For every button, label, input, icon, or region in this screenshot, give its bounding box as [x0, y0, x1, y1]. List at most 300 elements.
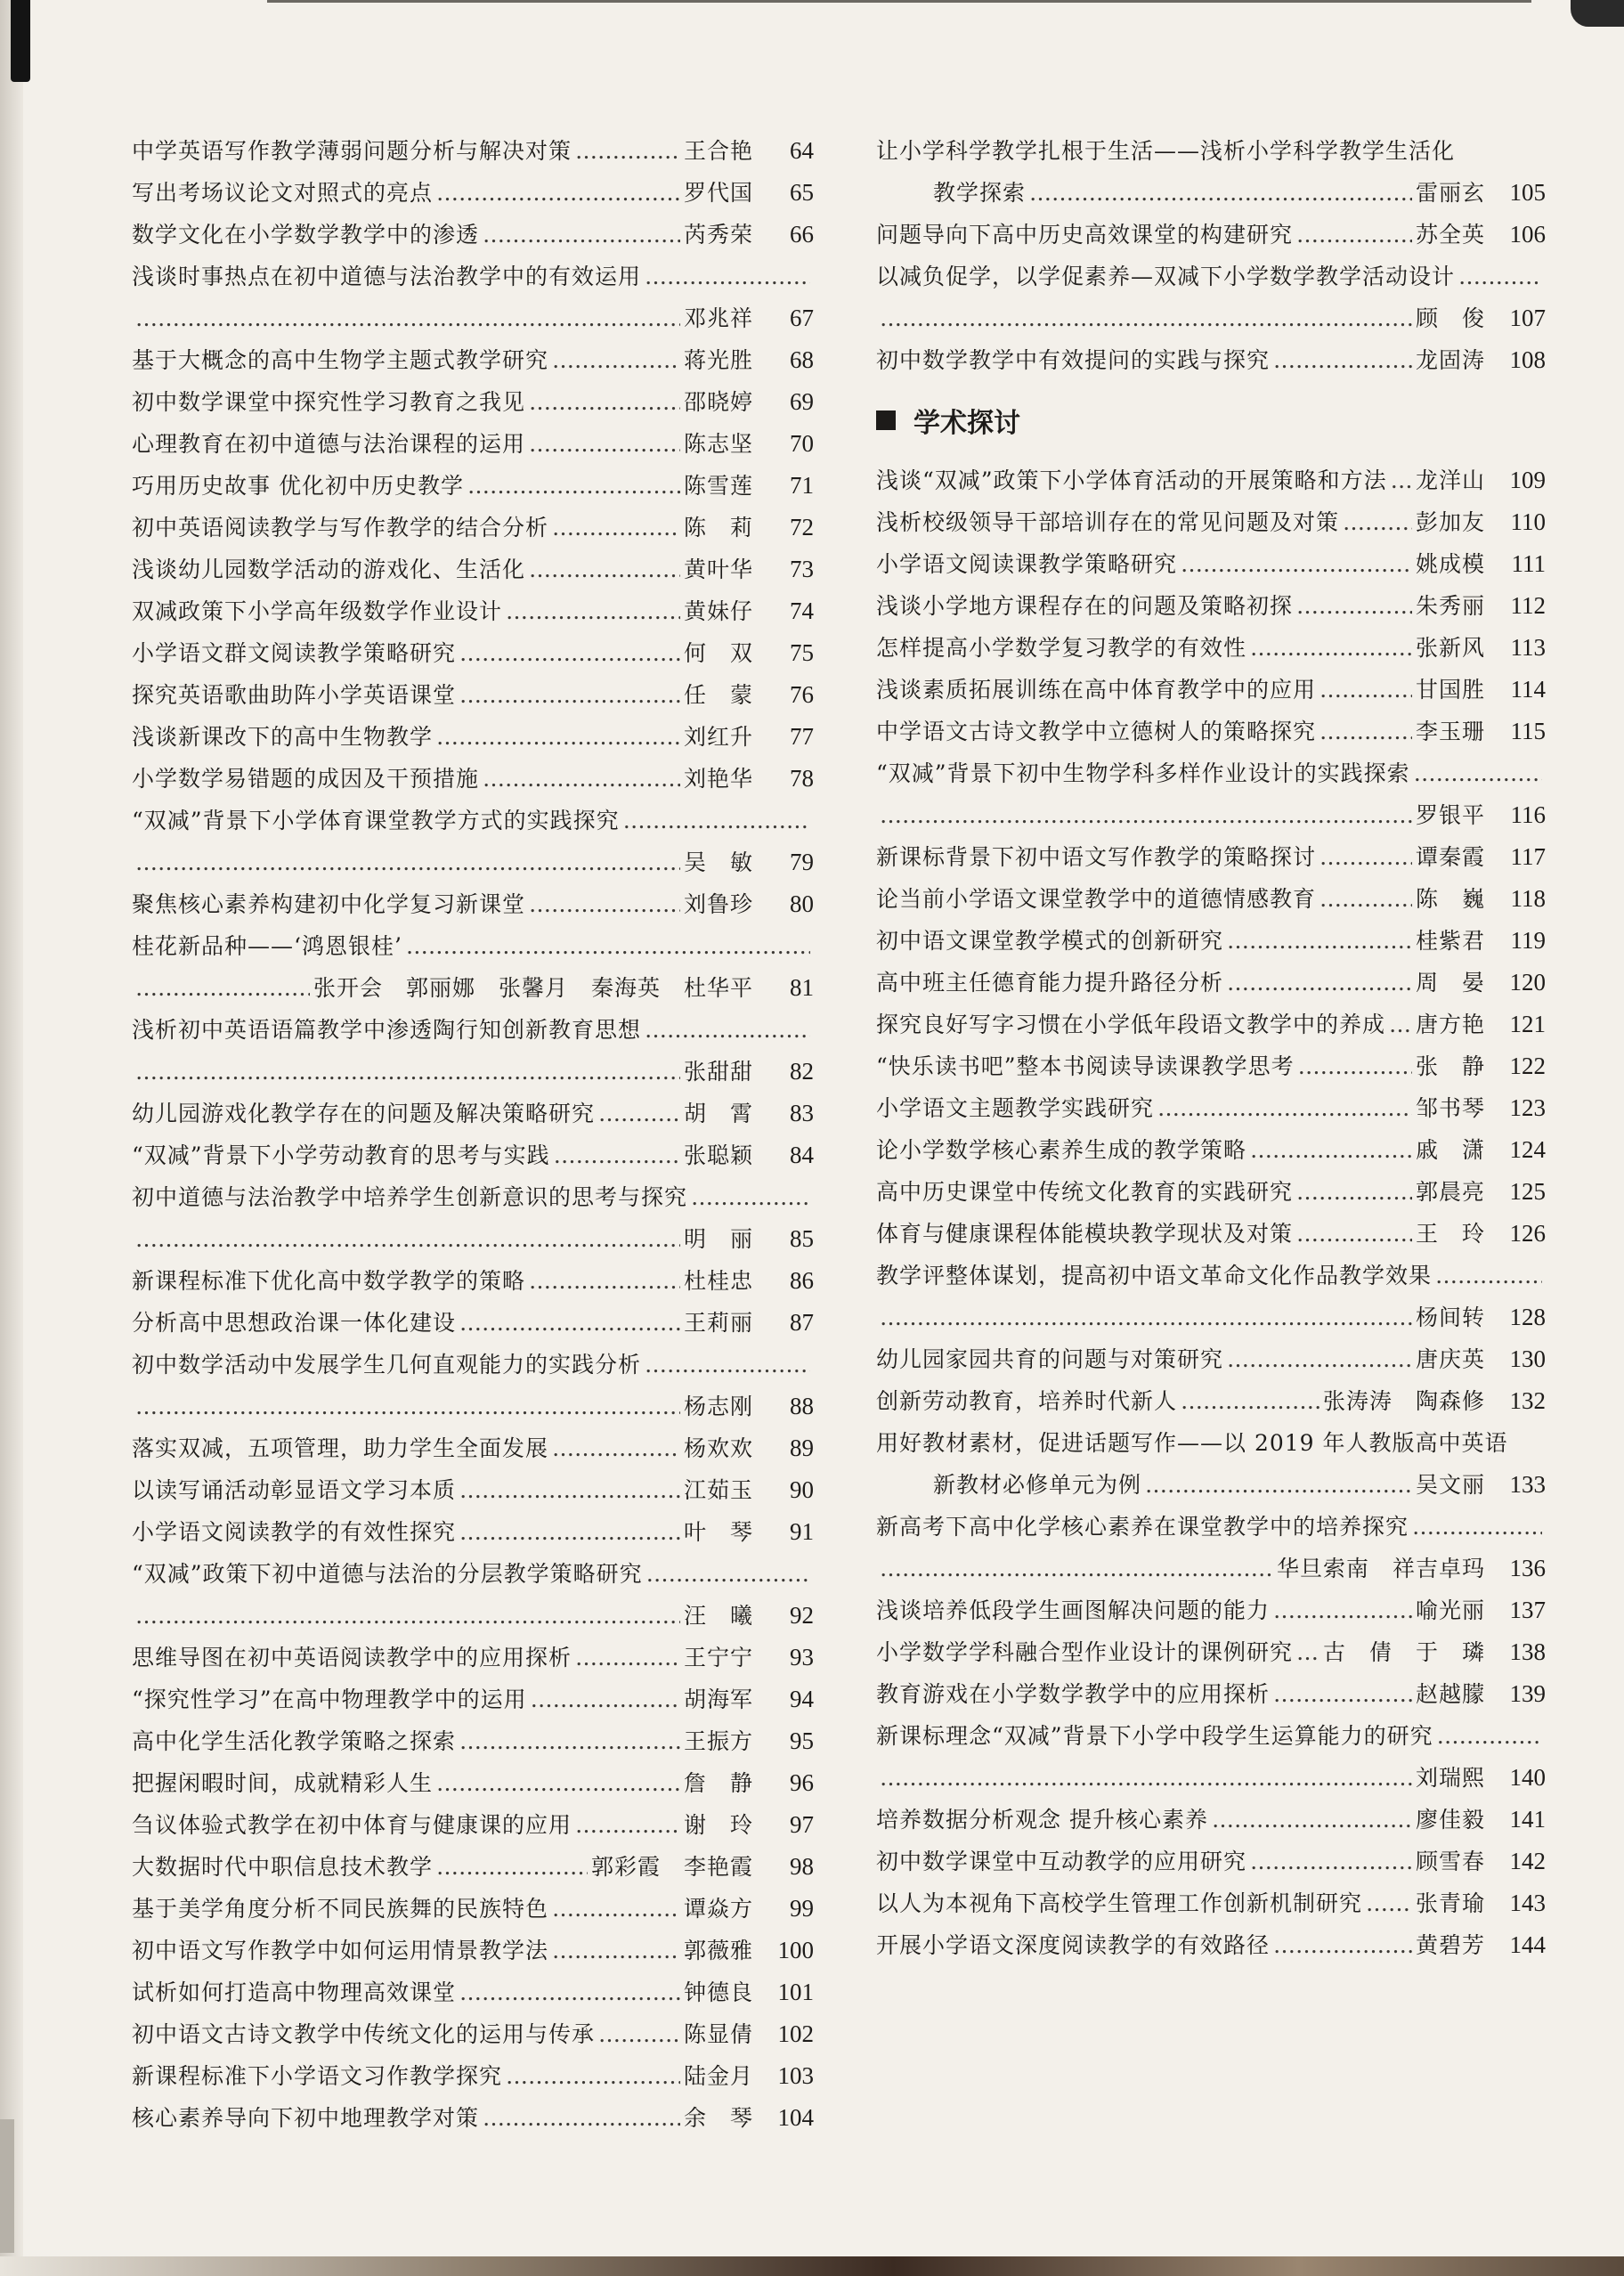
entry-page-number: 102: [777, 2020, 814, 2047]
toc-entry[interactable]: [876, 923, 1546, 965]
entry-author: 胡 霄: [683, 1101, 753, 1126]
toc-entry[interactable]: [132, 175, 814, 217]
entry-author: 张开会 郭丽娜 张馨月 秦海英 杜华平: [313, 975, 753, 1001]
leader-dots: [1412, 1514, 1542, 1540]
toc-entry-line: [876, 1049, 1546, 1091]
toc-entry[interactable]: [876, 1802, 1546, 1844]
toc-entry-line: [876, 1928, 1546, 1970]
leader-dots: [135, 849, 680, 875]
leader-dots: [552, 515, 680, 541]
entry-title: 写出考场议论文对照式的亮点: [132, 180, 434, 206]
entry-author: 喻光丽: [1415, 1597, 1485, 1623]
entry-author: 杨志刚: [683, 1394, 753, 1419]
toc-entry[interactable]: [132, 385, 814, 427]
entry-page-number: 114: [1510, 676, 1546, 703]
entry-title: 高中化学生活化教学策略之探索: [132, 1728, 457, 1754]
toc-entry[interactable]: [132, 1096, 814, 1138]
entry-title: 巧用历史故事 优化初中历史教学: [132, 473, 464, 499]
leader-dots: [645, 1017, 810, 1043]
entry-author: 黄叶华: [683, 557, 753, 582]
toc-entry-line: [876, 1593, 1546, 1635]
toc-entry-line: [132, 1975, 814, 2017]
entry-page-number: 119: [1510, 927, 1546, 954]
entry-author: 何 双: [683, 640, 753, 666]
page-edge-shadow: [0, 2119, 14, 2253]
toc-entry[interactable]: [876, 259, 1546, 343]
leader-dots: [135, 1226, 680, 1252]
entry-title: “双减”背景下初中生物学科多样作业设计的实践探索: [876, 760, 1410, 786]
toc-entry[interactable]: [876, 1049, 1546, 1091]
entry-page-number: 124: [1509, 1136, 1546, 1163]
leader-dots: [135, 305, 680, 331]
leader-dots: [529, 557, 680, 582]
toc-entry[interactable]: [132, 1515, 814, 1557]
entry-author: 雷丽玄: [1415, 180, 1485, 206]
toc-entry[interactable]: [876, 1342, 1546, 1384]
toc-entry-line: [132, 1891, 814, 1933]
toc-entry[interactable]: [876, 714, 1546, 756]
leader-dots: [135, 975, 310, 1001]
toc-entry[interactable]: [132, 678, 814, 719]
leader-dots: [575, 1812, 680, 1838]
toc-entry[interactable]: [876, 1844, 1546, 1886]
toc-entry-line: [132, 1933, 814, 1975]
toc-entry-line: [132, 971, 814, 1012]
leader-dots: [467, 473, 680, 499]
toc-entry-line: [132, 1557, 814, 1598]
entry-author: 张甜甜: [683, 1059, 753, 1085]
toc-entry[interactable]: [132, 343, 814, 385]
entry-author: 明 丽: [683, 1226, 753, 1252]
entry-title: “探究性学习”在高中物理教学中的运用: [132, 1687, 527, 1712]
toc-entry[interactable]: [132, 217, 814, 259]
entry-title: 体育与健康课程体能模块教学现状及对策: [876, 1221, 1294, 1247]
toc-entry[interactable]: [132, 1473, 814, 1515]
leader-dots: [598, 1101, 680, 1126]
toc-entry[interactable]: [132, 2059, 814, 2101]
section-title: 学术探讨: [914, 408, 1020, 439]
toc-entry[interactable]: [876, 1175, 1546, 1216]
entry-author: 谭焱方: [683, 1896, 753, 1922]
entry-title: 幼儿园游戏化教学存在的问题及解决策略研究: [132, 1101, 596, 1126]
entry-author: 张聪颖: [683, 1142, 753, 1168]
entry-author: 任 蒙: [683, 682, 753, 708]
entry-author: 王 玲: [1415, 1221, 1485, 1247]
toc-entry[interactable]: [132, 929, 814, 1012]
entry-title: 用好教材素材，促进话题写作——以 2019 年人教版高中英语: [876, 1430, 1508, 1456]
toc-entry[interactable]: [876, 589, 1546, 630]
entry-page-number: 105: [1509, 179, 1546, 206]
toc-entry[interactable]: [876, 882, 1546, 923]
leader-dots: [552, 1896, 680, 1922]
toc-entry[interactable]: [132, 552, 814, 594]
toc-entry[interactable]: [132, 427, 814, 468]
toc-entry-line: [132, 1682, 814, 1724]
entry-title: 开展小学语文深度阅读教学的有效路径: [876, 1932, 1271, 1958]
entry-title: 核心素养导向下初中地理教学对策: [132, 2105, 480, 2131]
toc-entry-line: [132, 719, 814, 761]
toc-entry[interactable]: [876, 343, 1546, 385]
top-rule: [267, 0, 1531, 3]
toc-entry[interactable]: [876, 1677, 1546, 1719]
toc-entry[interactable]: [876, 756, 1546, 840]
entry-page-number: 98: [790, 1853, 814, 1880]
entry-title: 把握闲暇时间，成就精彩人生: [132, 1770, 434, 1796]
leader-dots: [1296, 593, 1412, 619]
entry-page-number: 142: [1509, 1848, 1546, 1874]
leader-dots: [880, 1556, 1273, 1581]
toc-entry-line: [132, 803, 814, 845]
toc-entry[interactable]: [132, 1724, 814, 1766]
toc-entry[interactable]: [876, 134, 1546, 217]
toc-entry[interactable]: [876, 965, 1546, 1007]
leader-dots: [459, 1310, 680, 1336]
toc-entry[interactable]: [876, 1384, 1546, 1426]
toc-entry[interactable]: [132, 1431, 814, 1473]
toc-entry[interactable]: [876, 463, 1546, 505]
toc-entry-line: [876, 301, 1546, 343]
leader-dots: [554, 1142, 680, 1168]
leader-dots: [459, 1979, 680, 2005]
toc-entry[interactable]: [876, 547, 1546, 589]
toc-entry-line: [132, 1222, 814, 1264]
entry-page-number: 76: [790, 681, 814, 708]
entry-title: 中学语文古诗文教学中立德树人的策略探究: [876, 719, 1317, 744]
entry-author: 余 琴: [683, 2105, 753, 2131]
entry-page-number: 74: [790, 597, 814, 624]
entry-title: 浅析校级领导干部培训存在的常见问题及对策: [876, 509, 1340, 535]
entry-page-number: 83: [790, 1100, 814, 1126]
leader-dots: [506, 598, 680, 624]
toc-entry[interactable]: [876, 1593, 1546, 1635]
toc-entry-line: [132, 1640, 814, 1682]
leader-dots: [1181, 551, 1412, 577]
toc-column-left: [132, 134, 814, 2142]
entry-page-number: 110: [1510, 508, 1546, 535]
entry-page-number: 94: [790, 1686, 814, 1712]
toc-entry[interactable]: [876, 1133, 1546, 1175]
entry-title: 桂花新品种——‘鸿恩银桂’: [132, 933, 402, 959]
toc-entry[interactable]: [876, 217, 1546, 259]
toc-entry[interactable]: [132, 1557, 814, 1640]
toc-entry-line: [876, 923, 1546, 965]
toc-entry[interactable]: [132, 803, 814, 887]
toc-entry-line: [876, 1760, 1546, 1802]
toc-entry-line: [132, 175, 814, 217]
toc-entry-line: [876, 1426, 1546, 1467]
leader-dots: [1273, 1932, 1412, 1958]
entry-page-number: 113: [1510, 634, 1546, 661]
entry-page-number: 70: [790, 430, 814, 457]
entry-author: 杨欢欢: [683, 1435, 753, 1461]
entry-title: 培养数据分析观念 提升核心素养: [876, 1807, 1208, 1833]
toc-entry[interactable]: [132, 1305, 814, 1347]
entry-page-number: 73: [790, 556, 814, 582]
leader-dots: [436, 1854, 588, 1880]
toc-entry-line: [876, 1342, 1546, 1384]
toc-entry[interactable]: [132, 1138, 814, 1180]
entry-author: 陈显倩: [683, 2021, 753, 2047]
entry-author: 廖佳毅: [1415, 1807, 1485, 1833]
leader-dots: [1435, 1263, 1542, 1288]
toc-entry[interactable]: [132, 1347, 814, 1431]
toc-entry[interactable]: [132, 1682, 814, 1724]
entry-title: 分析高中思想政治课一体化建设: [132, 1310, 457, 1336]
toc-entry[interactable]: [876, 1928, 1546, 1970]
toc-entry[interactable]: [132, 594, 814, 636]
toc-entry[interactable]: [132, 1640, 814, 1682]
toc-entry-line: [132, 887, 814, 929]
toc-entry[interactable]: [132, 1891, 814, 1933]
toc-entry[interactable]: [132, 1933, 814, 1975]
entry-title: 小学语文主题教学实践研究: [876, 1095, 1155, 1121]
entry-title: 浅谈“双减”政策下小学体育活动的开展策略和方法: [876, 467, 1387, 493]
entry-author: 郭晨亮: [1415, 1179, 1485, 1205]
entry-author: 邓兆祥: [683, 305, 753, 331]
toc-entry-line: [132, 1766, 814, 1808]
toc-entry[interactable]: [876, 840, 1546, 882]
entry-author: 罗代国: [683, 180, 753, 206]
toc-entry-line: [876, 134, 1546, 175]
entry-author: 张涛涛 陶森修: [1322, 1388, 1485, 1414]
leader-dots: [459, 1519, 680, 1545]
toc-entry-line: [876, 259, 1546, 301]
leader-dots: [1273, 1681, 1412, 1707]
entry-author: 叶 琴: [683, 1519, 753, 1545]
entry-title: 初中语文课堂教学模式的创新研究: [876, 928, 1224, 954]
entry-page-number: 116: [1510, 801, 1546, 828]
toc-entry-line: [132, 1180, 814, 1222]
toc-entry[interactable]: [876, 1426, 1546, 1509]
entry-title: 探究良好写字习惯在小学低年段语文教学中的养成: [876, 1012, 1386, 1037]
toc-entry-line: [132, 1012, 814, 1054]
entry-page-number: 108: [1509, 346, 1546, 373]
leader-dots: [1145, 1472, 1412, 1498]
toc-entry[interactable]: [132, 134, 814, 175]
entry-title: 浅析初中英语语篇教学中渗透陶行知创新教育思想: [132, 1017, 642, 1043]
leader-dots: [135, 1394, 680, 1419]
entry-page-number: 87: [790, 1309, 814, 1336]
entry-author: 朱秀丽: [1415, 593, 1485, 619]
leader-dots: [623, 808, 810, 833]
leader-dots: [1296, 1639, 1320, 1665]
toc-entry[interactable]: [876, 1509, 1546, 1593]
entry-page-number: 93: [790, 1644, 814, 1670]
entry-author: 陈雪莲: [683, 473, 753, 499]
toc-entry[interactable]: [132, 636, 814, 678]
toc-entry-line: [876, 756, 1546, 798]
entry-page-number: 137: [1509, 1597, 1546, 1623]
toc-entry-line: [132, 594, 814, 636]
toc-entry-line: [876, 1300, 1546, 1342]
toc-entry-line: [876, 714, 1546, 756]
toc-entry[interactable]: [876, 1719, 1546, 1802]
toc-entry-line: [132, 1389, 814, 1431]
entry-title: 小学语文阅读教学的有效性探究: [132, 1519, 457, 1545]
entry-title: 初中数学课堂中探究性学习教育之我见: [132, 389, 526, 415]
leader-dots: [1250, 635, 1412, 661]
entry-author: 王莉丽: [683, 1310, 753, 1336]
entry-page-number: 71: [790, 472, 814, 499]
entry-title: 以读写诵活动彰显语文学习本质: [132, 1477, 457, 1503]
entry-author: 甘国胜: [1415, 677, 1485, 703]
toc-entry[interactable]: [132, 2017, 814, 2059]
entry-title: 心理教育在初中道德与法治课程的运用: [132, 431, 526, 457]
leader-dots: [483, 766, 680, 792]
leader-dots: [531, 1687, 680, 1712]
toc-entry-line: [132, 2101, 814, 2142]
entry-title: 小学语文群文阅读教学策略研究: [132, 640, 457, 666]
toc-entry-line: [876, 1258, 1546, 1300]
entry-author: 吴 敏: [683, 849, 753, 875]
toc-entry[interactable]: [876, 1007, 1546, 1049]
toc-entry[interactable]: [132, 510, 814, 552]
entry-page-number: 88: [790, 1393, 814, 1419]
entry-page-number: 101: [777, 1979, 814, 2005]
toc-entry[interactable]: [132, 1975, 814, 2017]
entry-author: 杜桂忠: [683, 1268, 753, 1294]
entry-title: 双减政策下小学高年级数学作业设计: [132, 598, 503, 624]
entry-title: 数学文化在小学数学教学中的渗透: [132, 222, 480, 248]
entry-author: 张 静: [1415, 1053, 1485, 1079]
toc-entry[interactable]: [876, 1886, 1546, 1928]
toc-entry[interactable]: [132, 1264, 814, 1305]
entry-page-number: 121: [1509, 1011, 1546, 1037]
entry-author: 刘红升: [683, 724, 753, 750]
entry-page-number: 123: [1509, 1094, 1546, 1121]
entry-title: 新课程标准下小学语文习作教学探究: [132, 2063, 503, 2089]
entry-title: “双减”政策下初中道德与法治的分层教学策略研究: [132, 1561, 643, 1587]
leader-dots: [483, 2105, 680, 2131]
leader-dots: [506, 2063, 680, 2089]
toc-entry-line: [876, 343, 1546, 385]
entry-title: 论当前小学语文课堂教学中的道德情感教育: [876, 886, 1317, 912]
toc-entry-line: [132, 427, 814, 468]
leader-dots: [459, 1477, 680, 1503]
toc-entry-line: [132, 1849, 814, 1891]
leader-dots: [552, 1435, 680, 1461]
leader-dots: [1389, 1012, 1412, 1037]
toc-entry-line: [132, 1515, 814, 1557]
toc-entry[interactable]: [132, 2101, 814, 2142]
entry-title: 高中历史课堂中传统文化教育的实践研究: [876, 1179, 1294, 1205]
toc-entry[interactable]: [132, 1849, 814, 1891]
toc-entry[interactable]: [132, 1808, 814, 1849]
entry-title: 让小学科学教学扎根于生活——浅析小学科学教学生活化: [876, 138, 1456, 164]
leader-dots: [1181, 1388, 1320, 1414]
toc-entry-line: [132, 1096, 814, 1138]
toc-entry-line: [132, 1598, 814, 1640]
toc-entry[interactable]: [132, 259, 814, 343]
toc-entry-line: [132, 636, 814, 678]
leader-dots: [529, 1268, 680, 1294]
toc-entry[interactable]: [876, 1091, 1546, 1133]
entry-page-number: 130: [1509, 1345, 1546, 1372]
entry-page-number: 141: [1509, 1806, 1546, 1833]
toc-entry-line: [876, 965, 1546, 1007]
toc-entry-line: [876, 505, 1546, 547]
leader-dots: [436, 180, 680, 206]
leader-dots: [1227, 970, 1412, 996]
entry-title: 问题导向下高中历史高效课堂的构建研究: [876, 222, 1294, 248]
entry-author: 张新风: [1415, 635, 1485, 661]
leader-dots: [529, 389, 680, 415]
entry-title: “双减”背景下小学劳动教育的思考与实践: [132, 1142, 550, 1168]
toc-entry[interactable]: [132, 468, 814, 510]
toc-entry-line: [876, 1216, 1546, 1258]
entry-title: 以人为本视角下高校学生管理工作创新机制研究: [876, 1890, 1363, 1916]
entry-page-number: 66: [790, 221, 814, 248]
leader-dots: [1320, 886, 1412, 912]
leader-dots: [1458, 264, 1542, 289]
entry-page-number: 144: [1509, 1931, 1546, 1958]
leader-dots: [1273, 347, 1412, 373]
entry-page-number: 86: [790, 1267, 814, 1294]
leader-dots: [552, 1938, 680, 1963]
entry-title: 探究英语歌曲助阵小学英语课堂: [132, 682, 457, 708]
toc-entry-line: [132, 1054, 814, 1096]
toc-entry-line: [876, 1844, 1546, 1886]
entry-page-number: 143: [1509, 1890, 1546, 1916]
toc-entry[interactable]: [132, 1766, 814, 1808]
entry-title: 聚焦核心素养构建初中化学复习新课堂: [132, 891, 526, 917]
entry-page-number: 68: [790, 346, 814, 373]
entry-page-number: 122: [1509, 1053, 1546, 1079]
toc-entry[interactable]: [876, 672, 1546, 714]
toc-entry-line: [132, 552, 814, 594]
entry-page-number: 109: [1509, 467, 1546, 493]
toc-entry[interactable]: [876, 1216, 1546, 1258]
entry-author: 陈志坚: [683, 431, 753, 457]
toc-entry[interactable]: [876, 505, 1546, 547]
leader-dots: [1250, 1137, 1412, 1163]
entry-author: 刘鲁珍: [683, 891, 753, 917]
toc-entry-line: [132, 259, 814, 301]
entry-author: 吴文丽: [1415, 1472, 1485, 1498]
entry-page-number: 80: [790, 890, 814, 917]
toc-entry-line: [876, 1719, 1546, 1760]
entry-title: 浅谈培养低段学生画图解决问题的能力: [876, 1597, 1271, 1623]
entry-author: 周 晏: [1415, 970, 1485, 996]
toc-entry[interactable]: [876, 1635, 1546, 1677]
toc-entry[interactable]: [132, 1012, 814, 1096]
entry-title: 幼儿园家园共育的问题与对策研究: [876, 1346, 1224, 1372]
toc-entry-line: [132, 217, 814, 259]
toc-entry-line: [876, 1886, 1546, 1928]
entry-title: 初中数学课堂中互动教学的应用研究: [876, 1849, 1247, 1874]
leader-dots: [880, 1305, 1412, 1330]
toc-entry[interactable]: [132, 761, 814, 803]
entry-page-number: 106: [1509, 221, 1546, 248]
toc-entry-line: [132, 929, 814, 971]
leader-dots: [645, 1352, 810, 1378]
toc-entry[interactable]: [132, 719, 814, 761]
leader-dots: [1391, 467, 1412, 493]
toc-entry[interactable]: [132, 887, 814, 929]
entry-author: 杨间转: [1415, 1305, 1485, 1330]
toc-entry-line: [876, 463, 1546, 505]
toc-entry-line: [132, 1431, 814, 1473]
entry-author: 张青瑜: [1415, 1890, 1485, 1916]
entry-author: 邵晓婷: [683, 389, 753, 415]
toc-entry[interactable]: [876, 1258, 1546, 1342]
toc-entry[interactable]: [132, 1180, 814, 1264]
toc-entry-line: [876, 1133, 1546, 1175]
bottom-edge: [0, 2256, 1624, 2276]
toc-entry[interactable]: [876, 630, 1546, 672]
leader-dots: [575, 138, 680, 164]
entry-page-number: 100: [777, 1937, 814, 1963]
